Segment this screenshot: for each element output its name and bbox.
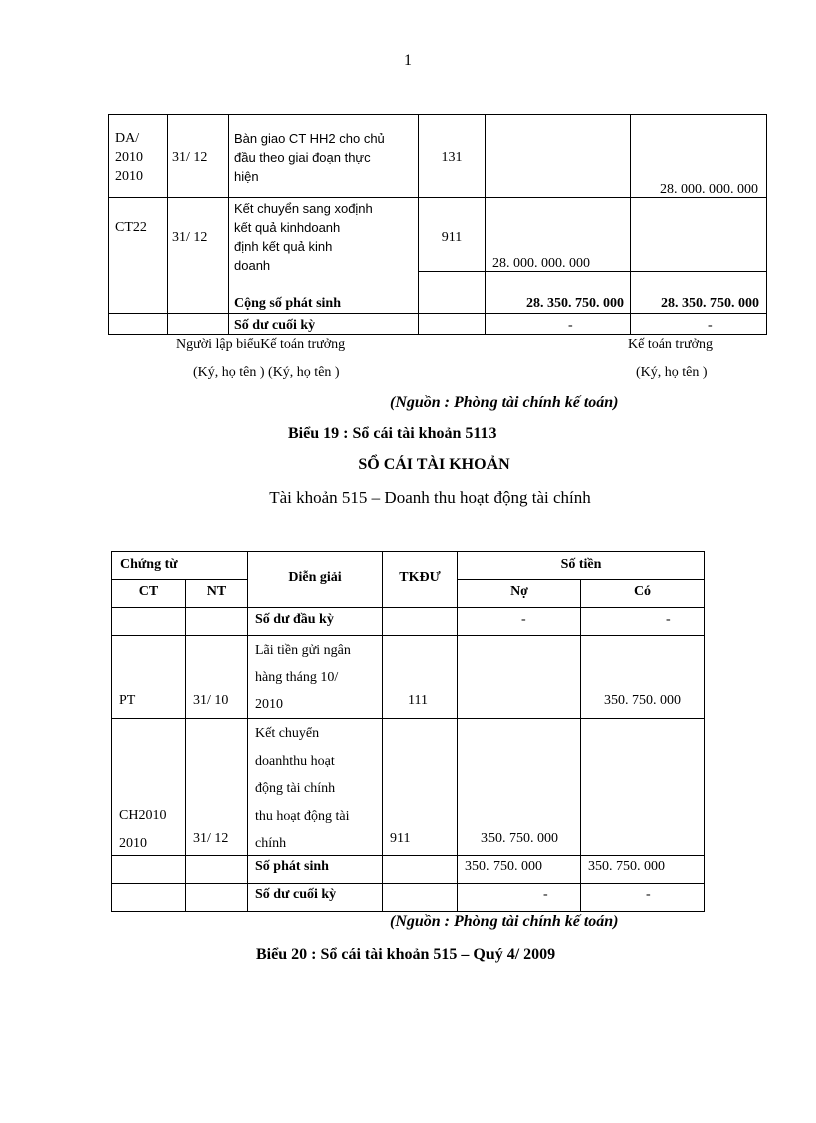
total-credit: 28. 350. 750. 000 (661, 296, 759, 311)
total-debit: 28. 350. 750. 000 (526, 296, 624, 311)
table-cell-debit: 28. 000. 000. 000 (492, 256, 590, 271)
description-line: thu hoạt động tài (255, 808, 350, 824)
header-tkdu: TKĐƯ (399, 570, 441, 585)
description-line: Lãi tiền gửi ngân (255, 643, 351, 658)
table-cell-account: 111 (408, 693, 428, 708)
signature-right-title: Kế toán trưởng (628, 337, 713, 352)
source-note: (Nguồn : Phòng tài chính kế toán) (390, 913, 619, 930)
signature-right-sub: (Ký, họ tên ) (636, 365, 708, 380)
table-cell-account: 911 (390, 831, 411, 846)
opening-credit: - (666, 612, 671, 627)
header-no: Nợ (510, 584, 528, 599)
source-note: (Nguồn : Phòng tài chính kế toán) (390, 394, 619, 411)
table-cell-ct: DA/ 2010 2010 (115, 131, 143, 184)
description-line: động tài chính (255, 781, 336, 796)
closing-credit: - (646, 887, 651, 902)
closing-credit: - (708, 318, 713, 333)
table-cell-description (255, 720, 350, 858)
table-cell-description: Bàn giao CT HH2 cho chủ đầu theo giai đoạn thực hiện (234, 131, 385, 184)
ledger-title: SỔ CÁI TÀI KHOẢN (358, 456, 510, 473)
caption-bieu-19: Biểu 19 : Sổ cái tài khoản 5113 (288, 425, 497, 442)
description-line: hàng tháng 10/ (255, 670, 339, 685)
table-cell-description: Kết chuyển sang xođịnh kết quả kinhdoanh định kết quả kinh doanh (234, 201, 373, 273)
table-cell-nt: 31/ 12 (172, 150, 208, 165)
total-credit: 350. 750. 000 (588, 859, 665, 874)
table-cell-nt: 31/ 10 (193, 693, 229, 708)
header-chung-tu: Chứng từ (120, 557, 178, 572)
table-cell-account: 131 (441, 150, 463, 165)
signature-left-sub: (Ký, họ tên ) (Ký, họ tên ) (193, 365, 340, 380)
closing-debit: - (568, 318, 573, 333)
description-line: chính (255, 836, 287, 851)
table-cell-nt: 31/ 12 (172, 230, 208, 245)
header-co: Có (633, 584, 652, 599)
table-cell-debit: 350. 750. 000 (481, 831, 558, 846)
table-cell-account: 911 (441, 230, 463, 245)
total-label: Số phát sinh (255, 859, 329, 874)
opening-label: Số dư đầu kỳ (255, 612, 334, 627)
table-cell-credit: 28. 000. 000. 000 (660, 182, 758, 197)
total-label: Cộng số phát sinh (234, 296, 341, 311)
table-cell-ct: PT (119, 693, 136, 708)
header-dien-giai: Diễn giải (288, 570, 342, 585)
signature-left-title: Người lập biểuKế toán trưởng (176, 337, 346, 352)
total-debit: 350. 750. 000 (465, 859, 542, 874)
table-cell-ct (119, 802, 166, 857)
table-cell-nt: 31/ 12 (193, 831, 229, 846)
table-cell-ct: CT22 (115, 220, 147, 235)
description-line: 2010 (255, 697, 283, 712)
table-cell-description (255, 637, 351, 718)
closing-label: Số dư cuối kỳ (255, 887, 337, 902)
ct-line: 2010 (119, 835, 147, 851)
caption-bieu-20: Biểu 20 : Sổ cái tài khoản 515 – Quý 4/ 2009 (256, 946, 556, 963)
closing-label: Số dư cuối kỳ (234, 318, 316, 333)
ct-line: CH2010 (119, 808, 167, 823)
closing-debit: - (543, 887, 548, 902)
ledger-subtitle: Tài khoản 515 – Doanh thu hoạt động tài chính (269, 488, 591, 507)
description-line: doanhthu hoạt (255, 753, 335, 769)
header-nt: NT (206, 584, 227, 599)
header-ct: CT (138, 584, 159, 599)
description-line: Kết chuyển (255, 726, 320, 741)
table-cell-credit: 350. 750. 000 (604, 693, 681, 708)
header-so-tien: Số tiền (560, 557, 602, 572)
opening-debit: - (521, 612, 526, 627)
page-number: 1 (404, 52, 412, 69)
